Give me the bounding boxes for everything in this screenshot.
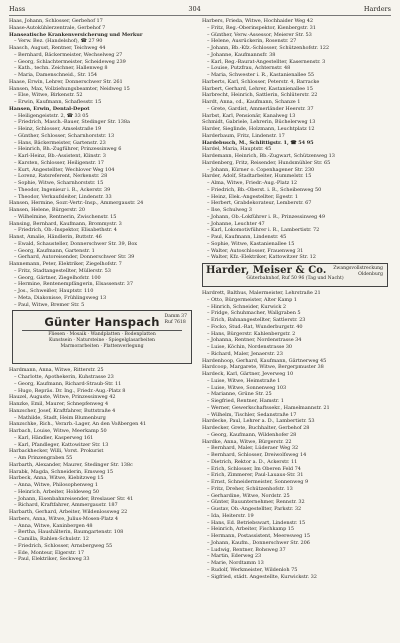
directory-entry: – Kurt, Angestellter, Wechlover Weg 104 [14,166,115,173]
directory-entry: – Ilse, Schulweg 3 [207,207,252,213]
directory-entry: Hardebusch, M., Schlittigstr. 1, ☎ 54 95 [202,139,314,146]
directory-entry: – Gerhard, Autoreisender, Donnerschwer Str. 39 [14,254,135,261]
directory-entry: – Johanna, Rentner, Nordenstrasse 34 [207,337,302,344]
directory-entry: – Richard, Kraftfahrer, Ammergaustr. 187 [14,502,118,509]
directory-entry: Hansing, Bernhard, Kaufmann, Brommystr. 3 [9,220,122,227]
directory-entry: – Georg, Kaufmann, Richard-Straub-Str. 11 [14,380,122,387]
directory-entry: – Heiligengeiststr. 2, ☎ 33 05 [14,112,89,119]
directory-entry: – Erwin, Kaufmann, Schaflesstr. 15 [14,99,102,105]
directory-entry: Hannemann, Peter, Elektriker, Ziegelhofstr. 7 [9,261,122,267]
column-right-entries-top [202,18,388,261]
advertisement-harder-meiser [202,263,388,287]
directory-entry: Harberts, Karl, Schlosser, Peterstr. 4, Barracke [202,78,320,85]
directory-entry: – Herbert, Grabdekorateur, Lemberstr. 67 [207,200,312,207]
directory-entry: – Helene, Ausrückerin, Rosenstr. 27 [207,38,297,45]
directory-entry: – Heinrich, Arbeiter, Fischkamp 15 [207,526,295,533]
directory-entry: – Bertha, Haushälterin, Baumgartenstr. 108 [14,529,124,536]
directory-entry: – Bernhard, Bäckermeister, Wechselweg 27 [14,51,123,58]
directory-entry: Hardcoop, Margarete, Witwe, Bergerpmuster 38 [202,364,324,371]
directory-entry: Haasch, August, Rentner, Teichweg 44 [9,45,106,51]
directory-entry: Harbst, Karl, Pensionär, Kanalweg 13 [202,112,296,119]
ad-phone: Ruf 7618 [164,319,186,325]
directory-entry: – Fritz, Dreher, Schützenhofstr. 13 [207,485,293,492]
directory-entry: – Günther, Schlosser, Scharnhorststr. 13 [14,132,115,139]
directory-entry: – Sophie, Witwe, Scharnhorststr. 15 [14,180,104,186]
directory-entry: – Anna, Witwe, Kaninbergen 48 [14,522,93,529]
directory-entry: Harbackhecker, Willi, Vorst. Prokurist [9,448,104,455]
directory-entry: – Hermann, Postassistent, Meeresweg 15 [207,533,310,539]
directory-entry: – Else, Witwe, Birkenstr. 52 [14,92,83,99]
directory-entry: Harbers, Frieda, Witwe, Hochhaider Weg 42 [202,18,314,24]
directory-entry: Harbers, Anna, Witwe, Julius-Mosen-Platz 4 [9,515,119,522]
directory-entry: Hanseatische Krankenversicherung und Merkur [9,31,143,38]
directory-entry: Hardecker, Grete, Buchhalter, Gerbehof 28 [202,425,310,431]
directory-entry: – Erich, Bahnangestellter, Sattlerstr. 23 [207,317,306,323]
directory-entry: – Ernst, Schneidermeister, Sonnenweg 9 [207,479,309,485]
directory-entry: – Friedrich, Schlosser, Arnsbergweg 55 [14,542,113,549]
directory-entry: – Fritz, Stadtangestellter, Müllerstr. 53 [14,267,111,274]
directory-entry: – Gustav, Ob.-Angestellter, Parkstr. 32 [207,506,302,512]
header-right-keyword: Harders [363,5,391,13]
directory-entry: – Karl-Heinz, Bb.-Assistent, Klinstr. 3 [14,153,106,159]
ad-line: Güterbahnhof, Ruf 50 96 (Tag und Nacht) [246,276,344,281]
page-number: 304 [188,5,201,13]
directory-entry: – Maria, Schwester i. R., Kastanienallee 55 [207,72,315,78]
directory-entry: – Lorenz, Ratsreferent, Nerkenstr. 28 [14,173,108,180]
directory-entry: – Luise, Witwe, Sonnenweg 103 [207,384,287,391]
directory-entry: – Ludwig, Rentner, Bohsweg 37 [207,546,286,553]
directory-entry: Harbrecht, Heinrich, Sattlerin, Schlüterstr. 22 [202,92,318,99]
directory-entry: Hanst, Amalie, Händlerin, Buttstr. 46 [9,234,102,240]
directory-entry: Hauzel, Auguste, Witwe, Prinzessinweg 42 [9,394,116,401]
directory-entry: – Walter, Kfz.-Elektriker, Kattowitzer Str. 12 [207,254,316,261]
directory-entry: Harderbaum, Fritz, Lindenstr. 17 [202,132,285,139]
directory-entry: Haase, Erwin, Lehrer, Donnerschwer Str. 261 [9,78,123,85]
directory-entry: – Karl, Pfandleger, Kattowitzer Str. 13 [14,441,109,448]
directory-entry: – Fridge, Schuhmacher, Wallgraben 5 [207,310,301,317]
column-right [202,18,388,640]
directory-entry: – Bernhard, Schlosser, Dreiwolfsweg 14 [207,452,307,458]
column-left-entries-bottom [9,367,195,563]
directory-entry: – Richard, Maler, Jenaerstr. 23 [207,350,283,357]
directory-entry: – Hans, Bürgerstr. Kahlenbergstr. 2 [207,330,296,337]
directory-entry: – Karl, Lokomotivführer i. R., Lambertistr. 72 [207,227,320,234]
columns [9,18,391,640]
directory-entry: Hardt, Anna, cd., Kaufmann, Schanze 1 [202,99,301,105]
directory-entry: – Friedrich, Masch.-Bauer, Stedinger Str. 138a [14,119,130,126]
directory-entry: – Georg, Kaufmann, Wildenhofer 28 [207,431,297,438]
directory-entry: – Günter, Bauunternehmer, Rennstr. 32 [207,499,305,506]
directory-entry: Hansen, Helene, Bürgerstr. 20 [9,207,86,213]
column-right-entries-bottom [202,290,388,580]
directory-entry: – Hugo, Repräs. Dr. Ing., Friedr.-Aug.-Platz 8 [14,387,126,394]
directory-entry: – Paul, Witwe, Bremer Str. 5 [14,301,85,308]
directory-entry: – Rudolf, Werkmeister, Wildenloh 75 [207,566,298,573]
directory-entry: – Paul, Kaufmann, Lindenstr. 45 [207,234,287,240]
directory-entry: – Karl, Reg.-Baurat-Angestellter, Kasernenstr. 3 [207,58,326,65]
directory-entry: – Walter, Autoschlosser, Frauenweg 31 [207,247,304,254]
directory-entry: – Heinrich, Arbeiter, Holdeweg 50 [14,488,100,495]
directory-entry: – Heinrich, Bh.-Zugführer, Prinzessinweg 6 [14,146,122,153]
directory-entry: – Johann, Eisenbahnreisender, Breslauer Str. 41 [14,495,134,502]
directory-entry: – Ewald, Schausteller, Donnerschwer Str. 39, Box [14,240,138,247]
directory-entry: Schmidt, Gabriele, Lehrerin, Büchelerweg 13 [202,119,316,126]
directory-entry: – Paul, Elektriker, Seckweg 33 [14,556,90,563]
directory-entry: – Gerhardine, Witwe, Nordstr. 25 [207,492,290,499]
directory-entry: – Johanne, Kaufmannsfr. 38 [207,51,276,58]
ad-title: Günter Hanspach [44,315,160,330]
directory-entry: – Am Prinzengraben 55 [14,455,73,461]
directory-entry: – Theodor, Ingenieur i. R., Ackerstr. 39 [14,186,111,193]
directory-entry: Hansen, Erwin, Dental-Depot [9,105,90,112]
directory-entry: – Günther, Verw.-Assessor, Meierer Str. 53 [207,31,312,38]
directory-entry: – Verw. Bez. (Handelshof), ☎ 27 90 [14,38,103,45]
ad-line-2: Kunstsein · Natursteine · Spiegelglasarbeiten [48,338,156,344]
directory-entry: Harder, Adolf, Stadtarbeiter, Hummelstr. 15 [202,173,312,180]
directory-entry: Hardecke, Paul, Lehrer a. D., Lambertistr. 53 [202,418,315,425]
directory-entry: – Luise, Köchin, Nordenstrasse 30 [207,344,293,350]
directory-entry: Hanzke, Emil, Maurer, Schnepfenweg 4 [9,401,109,407]
directory-entry: – Hinrich, Schneider, Kurwick 2 [207,303,287,310]
header-left-keyword: Hass [9,5,26,13]
directory-entry: – Sigfried, städt. Angestellte, Kurwickstr. 32 [207,573,317,580]
directory-entry: – Friedrich, Bb.-Oberst. i. R., Scheibenweg 50 [207,186,322,193]
directory-entry: – Erich, Zimmerer, Paul-Lauaus-Str. 31 [207,472,304,479]
directory-entry: – Camilla, Rahlen-Schulstr. 12 [14,536,89,542]
directory-entry: – Johann, Kürner o. Copenhagener Str. 230 [207,166,315,173]
directory-entry: – Werner, Gewerkschaftssekr., Hamelmannstr. 21 [207,404,330,411]
directory-entry: – Focko, Stud.-Rat, Wunderburgstr. 40 [207,323,303,330]
directory-entry: – Theodor, Verkaufsleiter, Lindenstr. 33 [14,193,112,200]
directory-entry: Hardemann, Heinrich, Bb.-Zugwart, Schützenweg 13 [202,153,335,159]
directory-entry: – Dietrich, Rektor a. D., Ackerstr. 11 [207,458,298,465]
directory-entry: – Heinz, Elek.-Angestellter, Egestr. 1 [207,193,298,200]
directory-entry: Harabk, Magda, Schneiderin, Emsweg 15 [9,468,114,475]
directory-entry: – Louise, Putzfrau, Achternstr. 48 [207,65,291,72]
directory-entry: – Luise, Witwe, Heimstraße 1 [207,377,281,384]
directory-entry: – Alma, Witwe, Friedr.-Aug.-Platz 12 [207,180,298,186]
directory-entry: – Fritz, Reg.-Oberinspektor, Kienbergstr. 31 [207,24,316,31]
directory-entry: – Hans, Bäckermeister, Gartenstr. 23 [14,139,106,146]
directory-entry: Harbarth, Alexander, Maurer, Stedinger Str. 138c [9,461,133,468]
directory-entry: – Siegfried, Rentner, Hamstr. 1 [207,398,284,404]
directory-entry: – Johanne, Leuchter 47 [207,220,265,227]
directory-entry: Harbarth, Gerhard, Arbeiter, Wildenlossweg 22 [9,509,128,515]
directory-entry: – Marianne, Grüne Str. 25 [207,391,272,398]
directory-entry: – Hermine, Rentenempfängerin, Elsassenstr. 37 [14,281,133,288]
directory-entry: – Anna, Witwe, Philosophenweg 1 [14,482,99,488]
directory-entry: – Meta, Diakonisse, Frühlingsweg 13 [14,294,107,301]
ad-tag-line-2: Oldenburg [358,271,383,277]
directory-entry: – Georg, Gärtner, Ziegelhofstr. 100 [14,274,101,281]
directory-entry: Harbeck, Anna, Witwe, Kiebitzweg 15 [9,475,104,482]
column-left-entries-top [9,18,195,308]
directory-entry: – Otto, Bürgermeister, Alter Kamp 1 [207,296,297,303]
page-header [9,5,391,16]
directory-entry: Hardke, Anna, Witwe, Bürgerstr. 22 [202,438,292,445]
directory-entry: Hansen, Hermine, Sozr.-Vertr.-Insp., Ammergaustr. 24 [9,200,144,207]
directory-entry: – Ede, Monteur, Elgerstr. 17 [14,549,84,556]
directory-entry: Haase-Autokühlerzentrale, Gerbehof 7 [9,24,106,31]
directory-entry: – Johann, Bb.-Kfz.-Schlosser, Schützenhofstr. 122 [207,45,330,51]
directory-entry: Hardenhoop, Gerhard, Kaufmann, Gärtnerweg 45 [202,357,327,364]
directory-entry: – Charlotte, Apothekerin, Kuhstrasse 23 [14,374,114,380]
directory-entry: Hanzschke, Rich., Verarb.-Lager, An den Voßbergen 41 [9,421,147,428]
directory-entry: – Ida, Heiterstr. 19 [207,512,254,519]
directory-entry: – Maria, Damenschneid., Str. 154 [14,72,97,78]
directory-entry: – Bernhard, Maler, Lüderaer Weg 32 [207,445,299,452]
directory-entry: – Kath., techn. Zeichner, Hallenweg 8 [14,65,108,72]
directory-entry: Hardel, Maria, Hauptstr. 45 [202,146,272,153]
column-left [9,18,195,640]
directory-entry: – Karsten, Schlosser, Heiligenstr. 17 [14,159,104,166]
ad-street: Damm 37 [164,314,187,320]
directory-entry: – Friedrich, Ob.-Inspektor, Elisabethstr. 4 [14,227,117,234]
directory-entry: – Wilhelm, Tischler, Sedanstraße 17 [207,411,297,418]
directory-entry: – Sophie, Witwe, Kastanienallee 15 [207,240,295,247]
directory-entry: – Marie, Nordtamm 13 [207,560,264,566]
ad-address [165,314,187,325]
directory-entry: – Hans, Ed. Betriebswart, Lindenstr. 15 [207,519,306,526]
directory-entry: – Martin, Ederweg 23 [207,553,262,560]
directory-entry: Harbach, Louise, Witwe, Meerkamp 50 [9,428,107,434]
directory-entry: – Georg, Kaufmann, Gartenstr. 1 [14,247,95,254]
directory-entry: Hansen, Max, Vollziehungsbeamter, Neidweg 15 [9,85,130,92]
directory-entry: – Heinz, Schlosser, Amselstraße 19 [14,126,102,132]
directory-entry: Harder, Sieglinde, Holzmann, Leuchtplatz 12 [202,126,315,132]
advertisement-hanspach [12,310,192,364]
ad-line-3: Marmorarbeiten · Plattenverlegung [60,344,144,350]
ad-tag-line-1: Zwangsvollstreckung [333,266,383,271]
directory-entry: – Karl, Händler, Kasperweg 161 [14,434,94,441]
ad-title: Harder, Meiser & Co. [206,265,327,276]
directory-entry: Harbert, Gerhard, Lehrer, Kastanienallee 15 [202,85,313,92]
directory-entry: – Johann, Ob.-Lokführer i. R., Prinzessinweg 49 [207,213,325,220]
ad-line-1: Fliesen · Mosaik · Wandplatten · Bodenplatten [48,332,156,338]
directory-entry: – Grete, Gardist, Ammerländer Heerstr. 37 [207,105,314,112]
directory-entry: – Georg, Schlachtermeister, Scheideweg 239 [14,58,126,65]
directory-entry: Hardenberg, Fritz, Reisender, Hundsmühler Str. 65 [202,159,331,166]
directory-entry: – Erich, Schlosser, Im Oberen Feld 74 [207,465,301,472]
directory-entry: – Jos., Schweißer, Hauptstr. 110 [14,288,94,294]
directory-entry: – Mathilde, Stadt, Heim Blumenburg [14,414,106,421]
directory-entry: – Wilhelmine, Rentnerin, Zwischenstr. 15 [14,213,117,220]
directory-entry: Hardmann, Anna, Witwe, Ritterstr. 25 [9,367,104,374]
directory-entry: Hanzscher, Josef, Kraftfahrer, Buttstraße 4 [9,407,116,414]
directory-entry: – Johann, Kaufm., Donnerschwer Str. 206 [207,539,310,546]
directory-entry: Hardeck, Karl, Gärtner, Jeverweg 10 [202,371,294,377]
directory-entry: Haas, Johann, Schlosser, Gerbehof 17 [9,18,103,24]
directory-entry: Hardrett, Balthus, Malermeister, Lehrstraße 21 [202,290,321,296]
ad-tag [333,266,383,277]
